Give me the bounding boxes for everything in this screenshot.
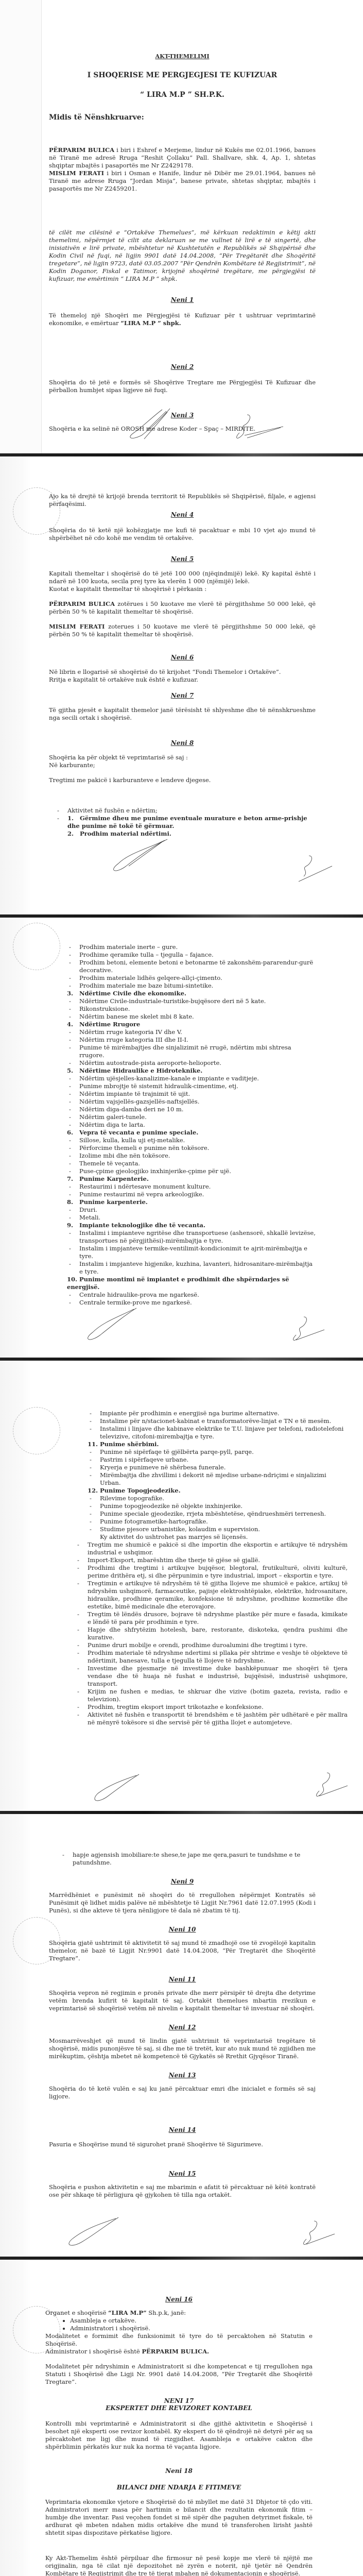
general-activities-list [75, 1541, 348, 1726]
article-4-title: Neni 4 [170, 511, 194, 518]
list-item: - Punime topogjeodezike në objekte inxhinjerike. [88, 1502, 348, 1510]
article-5-capital: Kapitali themeltar i shoqërisë do të jetë 100 000 (njëqindmijë) lekë. Ky kapital është i ndarë në 100 kuota, secila prej tyre ka vlerën 1 000 (njëmijë) lekë. [49, 570, 316, 585]
founder-1-name: PËRPARIM BULICA [49, 146, 115, 154]
list-item: - Prodhim materiale lidhës gelqere-allçi-çimento. [67, 974, 316, 982]
article-1-text: Të themeloj një Shoqëri me Përgjegjësi të Kufizuar për t ushtruar veprimtarinë ekonomike, e emërtuar “LIRA M.P ” shpk. [49, 312, 316, 327]
article-14-title: Neni 14 [168, 2126, 196, 2133]
list-item: - Centrale termike-prove me ngarkesë. [67, 1299, 316, 1307]
list-item: - Ndërtim galeri-tunele. [67, 1113, 316, 1121]
sub-activities-list [67, 1137, 316, 1175]
numbered-item-3: 3. Ndërtime Civile dhe ekonomike. [67, 990, 186, 997]
article-17-subtitle: EKSPERTET DHE REVIZORET KONTABEL [106, 2404, 252, 2412]
signature-ferati [293, 853, 335, 884]
article-16-intro: Organet e shoqërisë “LIRA M.P” Sh.p.k, janë: [45, 2309, 186, 2316]
list-item: - Prodhim materiale me baze bitumi-sintetike. [67, 982, 316, 990]
article-8-fuels: Në karburante; [49, 761, 95, 769]
share-2: MISLIM FERATI zoterues i 50 kuotave me vlerë të përgjithshme 50 000 lekë, që përbën 50 % të kapitalit themeltar të shoqërisë. [49, 623, 316, 638]
closing-text: Ky Akt-Themelim është përpiluar dhe firmosur në pesë kopje me vlerë të njëjtë me origjinalin, nga të cilat një depozitohet në zyrën e noterit, një tjetër në Qendrën Kombëtare të Regjistrimit dhe tre të tjerat mbahen në dokumentacionin e shoqërisë. [45, 2554, 313, 2576]
sub-activities-list [88, 1495, 348, 1533]
list-item: - Instalime për n/stacionet-kabinat e transformatorëve-linjat e TN e të mesëm. [88, 1417, 348, 1425]
sub-activities-list [67, 1206, 316, 1222]
sub-activities-list [67, 1075, 316, 1129]
article-3-title: Neni 3 [170, 412, 194, 419]
article-10-title: Neni 10 [168, 1926, 196, 1933]
article-17-text: Kontrolli mbi veprimtarinë e Administratorit si dhe gjithë aktivitetin e Shoqërisë i besohet një eksperti ose revizor kontabël. Ky ekspert do të qëndrojë në detyrë për aq sa përcaktohet me ligj dhe mund të rizgjidhet. Asambleja e ortakëve cakton dhe shpërblimin përkatës kur nuk ka norma të vaçanta ligjore. [45, 2420, 313, 2450]
list-item: - Punime fotogrametike-hartografike. [88, 1518, 348, 1526]
article-16-text-2: Modalitetet për ndryshimin e Administratorit si dhe kompetencat e tij rregullohen nga Statuti i Shoqërisë dhe Ligji Nr. 9901 datë 14.04.2008, “Për Tregtarët dhe Shoqëritë Tregtare”. [45, 2363, 313, 2385]
founder-1-paragraph: PËRPARIM BULICA i biri i Eshref e Merjeme, lindur në Kukës me 02.01.1966, banues në Tiranë me adresë Rruga “Reshit Çollaku” Pall. Shallvare, shk. 4, Ap. 1, shtetas shqiptar mbajtës i pasaportës me Nr Z2429178. [49, 146, 316, 169]
licence-note: Ky aktivitet do ushtrohet pas marrjes së liçensës. [100, 1533, 248, 1540]
company-name: “ LIRA M.P ” SH.P.K. [140, 91, 224, 99]
sub-activities-list [88, 1448, 348, 1487]
article-9-title: Neni 9 [170, 1878, 194, 1885]
list-item: - Ndërtim impiante të trajnimit të ujit. [67, 1090, 316, 1098]
list-item: - Prodhim, tregtim eksport import trikotazhe e konfeksione. [75, 1703, 348, 1711]
list-item: - Pastrim i sipërfaqeve urbane. [88, 1456, 348, 1464]
list-item: - Rilevime topografike. [88, 1495, 348, 1502]
activities-list-continued [0, 918, 363, 1307]
share-1: PËRPARIM BULICA zotërues i 50 kuotave me vlerë të përgjithshme 50 000 lekë, që përbën 50 % të kapitalit themeltar të shoqërisë. [49, 600, 316, 615]
article-5-title: Neni 5 [170, 555, 194, 563]
list-item: - Punime speciale gjeodezike, rrjeta mbështetëse, qëndrueshmëri terrenesh. [88, 1510, 348, 1518]
list-item: - Punime mbrojtje të sistemit hidraulik-cimentime, etj. [67, 1082, 316, 1090]
article-12-text: Mosmarrëveshjet që mund të lindin gjatë ushtrimit të veprimtarisë tregëtare të shoqërisë, midis punonjësve të saj, si dhe me të tretët, kur ato nuk mund të zgjidhen me mirëkuptim, çështja mbetet në kompetencë të Gjykatës së Rrethit Gjyqësor Tiranë. [49, 2037, 316, 2060]
page-5 [0, 1814, 363, 2257]
article-8-retail: Tregtimi me pakicë i karburanteve e lendeve djegese. [49, 776, 211, 784]
article-7-title: Neni 7 [170, 692, 194, 699]
article-13-text: Shoqëria do të ketë vulën e saj ku janë përcaktuar emri dhe inicialet e formës së saj ligjore. [49, 2085, 316, 2100]
list-item: - Ndërtim diga te larta. [67, 1121, 316, 1129]
article-3-text: Shoqëria e ka selinë në OROSH me adrese Koder – Spaç – MIRDITE. [49, 425, 256, 432]
list-item: - Instalim i impjanteve termike-ventilimit-kondicionimit te ajrit-mirëmbajtja e tyre. [67, 1245, 316, 1260]
list-item: - Izolime mbi dhe nën tokësore. [67, 1152, 316, 1160]
list-item: - Ndërtim ujësjelles-kanalizime-kanale e impiante e vaditjeje. [67, 1075, 316, 1082]
numbered-item-5: 5. Ndërtime Hidraulike e Hidroteknike. [67, 1067, 203, 1074]
list-item: - Ndërtim vajsjellës-gazsjellës-naftsjellës. [67, 1098, 316, 1106]
list-item: • Asambleja e ortakëve. [70, 2317, 313, 2325]
article-1-title: Neni 1 [170, 296, 194, 303]
list-item: - Druri. [67, 1206, 316, 1214]
list-item: - hapje agjensish imobiliare:te shese,te jape me qera,pasuri te tundshme e te patundshme. [60, 1851, 316, 1867]
list-item: - Tregtimin e artikujve të ndryshëm të të gjitha llojeve me shumicë e pakice, artikuj të ndryshëm ushqimorë, farmaceutike, pajisje elektroshtëpiake, elektrike, hidrosanitare, hidraulike, prodhime qeramike, konfeksione të ndryshme, prodhime kozmetike dhe estetike, bimë medicinale dhe eterovajore. [75, 1580, 348, 1611]
sub-activities-list [67, 1291, 316, 1307]
list-item: - Instalim i impjanteve higjenike, kuzhina, lavanteri, hidrosanitare-mirëmbajtja e tyre. [67, 1260, 316, 1276]
founder-2-paragraph: MISLIM FERATI i biri i Osman e Hanife, lindur në Dibër me 29.01.1964, banues në Tiranë me adrese Rruga “Jordan Misja”, banese private, shtetas shqiptar, mbajtës i pasaportës me Nr Z2459201. [49, 170, 316, 192]
list-item: - Punime të mirëmbajtjes dhe sinjalizimit në rrugë, ndërtim mbi shtresa rrugore. [67, 1044, 316, 1059]
sub-activities-list [67, 1183, 316, 1198]
numbered-item-10: 10. Punime montimi në impiantet e prodhimit dhe shpërndarjes së energjisë. [67, 1276, 289, 1291]
signature-ferati [232, 412, 288, 443]
signature-bulica [82, 1307, 139, 1343]
article-15-text: Shoqëria e pushon aktivitetin e saj me mbarimin e afatit të përcaktuar në këtë kontratë ose për shkaqe të përligjura që gjykohen të tilla nga ortakët. [49, 2183, 316, 2198]
founder-2-name: MISLIM FERATI [49, 170, 104, 177]
list-item: - Kryerja e punimeve në shërbesa funerale. [88, 1464, 348, 1471]
list-item: - Metali. [67, 1214, 316, 1222]
article-16-text-1: Modalitetet e formimit dhe funksionimit të tyre do të percaktohen në Statutin e Shoqërisë. [45, 2332, 313, 2347]
signature-bulica [108, 838, 170, 874]
article-2-title: Neni 2 [170, 363, 194, 370]
activities-list-continued [88, 1410, 348, 1533]
sub-activities-list [67, 943, 316, 990]
article-8-title: Neni 8 [170, 739, 194, 747]
sub-activities-list [67, 1229, 316, 1276]
document-title: AKT-THEMELIMI [155, 53, 210, 60]
article-13-title: Neni 13 [168, 2072, 196, 2079]
list-item: - Centrale hidraulike-prova me ngarkesë. [67, 1291, 316, 1299]
article-17-title: NENI 17 [164, 2397, 194, 2404]
parties-heading: Midis të Nënshkruarve: [49, 113, 144, 122]
list-item: - Përforcime themeli e punime nën tokësore. [67, 1144, 316, 1152]
list-item: - Themele të veçanta. [67, 1160, 316, 1167]
list-item: - Ndërtim banese me skelet mbi 8 kate. [67, 1013, 316, 1021]
article-14-text: Pasuria e Shoqërise mund të sigurohet pranë Shoqërive të Sigurimeve. [49, 2141, 263, 2148]
signature-bulica [126, 407, 188, 443]
article-16-title: Neni 16 [165, 2296, 193, 2303]
sub-activities-list [67, 1028, 316, 1067]
signature-bulica [64, 2216, 121, 2247]
list-item: - Prodhim materiale të ndryshme ndertimi si pllaka për shtrime e veshje të objekteve të ndërtimit, banesave, tulla e tjegulla të llojeve të ndryshme. [75, 1649, 348, 1665]
signature-ferati [304, 1770, 350, 1801]
article-16-admin: Administrator i shoqërisë është PËRPARIM BULICA. [45, 2348, 210, 2355]
list-item: - Sillose, kulla, kulla uji etj-metalike. [67, 1137, 316, 1144]
article-18-text: Veprimtaria ekonomike vjetore e Shoqërisë do të mbyllet me datë 31 Dhjetor të çdo viti. Administratori merr masa për hartimin e bilancit dhe rezultatin ekonomik fitim – humbje dhe inventar. Pasi veçohen fondet si më sipër dhe paguhen detyrimet fiskale, të ardhurat që mbeten ndahen midis ortakëve dhe mund të transferohen lirisht jashtë shtetit sipas dispozitave përkatëse ligjore. [45, 2498, 313, 2536]
signature-bulica [90, 1773, 142, 1804]
article-15-title: Neni 15 [168, 2170, 196, 2177]
branches-text: Ajo ka të drejtë të krijojë brenda territorit të Republikës së Shqipërisë, filjale, e agjensi përfaqësimi. [49, 493, 316, 507]
list-item: - Tregtim të lëndës drusore, bojrave të ndryshme plastike për mure e fasada, kimikate e lëndë të para për prodhimin e tyre. [75, 1611, 348, 1626]
list-item: - Punime druri mobilje e orendi, prodhime duroalumini dhe tregtimi i tyre. [75, 1641, 348, 1649]
sub-activities-list [88, 1410, 348, 1440]
real-estate-list [49, 1851, 316, 1867]
page-4 [0, 1361, 363, 1811]
list-item: - Ndërtime Civile-industriale-turistike-bujqësore deri në 5 kate. [67, 997, 316, 1005]
signature-ferati [281, 1314, 327, 1345]
list-item: - Prodhim materiale inerte – gure. [67, 943, 316, 951]
article-6-text-2: Rritja e kapitalit të ortakëve nuk është e kufizuar. [49, 676, 199, 683]
article-10-text: Shoqëria gjatë ushtrimit të aktivitetit të saj mund të zmadhojë ose të zvogëlojë kapitalin themelor, në bazë të Ligjit Nr.9901 datë 14.04.2008, “Për Tregtarët dhe Shoqëritë Tregtare”. [49, 1939, 316, 1962]
article-2-text: Shoqëria do të jetë e formës së Shoqërive Tregtare me Përgjegjësi Të Kufizuar dhe përballon humbjet sipas ligjeve në fuqi. [49, 379, 316, 394]
list-item: - Mirëmbajtja dhe zhvillimi i dekorit në mjedise urbane-ndriçimi e sinjalizimi Urban. [88, 1471, 348, 1487]
article-18-title: Neni 18 [165, 2467, 193, 2475]
article-4-text: Shoqëria do të ketë një kohëzgjatje me kufi të pacaktuar e mbi 10 vjet ajo mund të shpërbëhet në cdo kohë me vendim të ortakëve. [49, 527, 316, 541]
article-11-title: Neni 11 [168, 1976, 196, 1983]
numbered-item-11: 11. Punime shërbimi. [88, 1440, 159, 1448]
list-item: - Rikonstruksione. [67, 1005, 316, 1013]
list-item: - Puse-çpime gjeologjiko inxhinjerike-çpime për ujë. [67, 1167, 316, 1175]
numbered-item-4: 4. Ndërtime Rrugore [67, 1021, 141, 1028]
numbered-item-9: 9. Impiante teknologjike dhe të vecanta. [67, 1222, 205, 1229]
activities-list [49, 807, 316, 815]
list-item: - Restaurimi i ndërtesave monument kulture. [67, 1183, 316, 1191]
list-item: - Prodhime qeramike tulla – tjegulla – fajance. [67, 951, 316, 959]
numbered-item-6: 6. Vepra të vecanta e punime speciale. [67, 1129, 199, 1136]
list-item: - Ndërtim autostrade-pista aeroporte-helioporte. [67, 1059, 316, 1067]
list-item: - Impiante për prodhimin e energjisë nga burime alternative. [88, 1410, 348, 1417]
article-8-object: Shoqëria ka për objekt të veprimtarisë së saj : [49, 754, 188, 761]
article-18-subtitle: BILANCI DHE NDARJA E FITIMEVE [116, 2484, 241, 2491]
list-item: - Import-Eksport, mbarështim dhe therje të gjëse së gjallë. [75, 1556, 348, 1564]
list-item: - Prodhim betoni, elemente betoni e betonarme të zakonshëm-pararendur-gurë decorative. [67, 959, 316, 974]
article-7-text: Të gjitha pjesët e kapitalit themelor janë tërësisht të shlyeshme dhe të nënshkrueshme nga secili ortak i shoqërisë. [49, 706, 316, 721]
organs-list [45, 2317, 313, 2332]
list-item: - Investime dhe pjesmarje në investime duke bashkëpunuar me shoqëri të tjera vendase dhe të huaja në fushat e industrisë, bujqësisë, industrisë ushqimore, transport. [75, 1665, 348, 1688]
article-6-text-1: Në librin e llogarisë së shoqërisë do të krijohet “Fondi Themelor i Ortakëve”. [49, 668, 281, 675]
numbered-item-8: 8. Punime karpenterie. [67, 1198, 148, 1206]
list-item: - Prodhimi dhe tregtimi i artikujve bujqësor, blegtoral, frutikulturë, oliviti kulturë, perime drithëra etj, si dhe përpunimin e tyre industrial, import – eksportin e tyre. [75, 1564, 348, 1580]
list-item: - Punime në sipërfaqe të gjëlbërta parqe-pyll, parqe. [88, 1448, 348, 1456]
numbered-item-12: 12. Punime Topogjeodezike. [88, 1487, 181, 1494]
article-6-title: Neni 6 [170, 654, 194, 661]
list-item: - Tregtim me shumicë e pakicë si dhe importin dhe eksportin e artikujve të ndryshëm industrial e ushqimor. [75, 1541, 348, 1556]
list-item: - Ndërtim rruge kategoria III dhe II-I. [67, 1036, 316, 1044]
article-5-shares-intro: Kuotat e kapitalit themeltar të shoqërisë i përkasin : [49, 585, 207, 592]
list-item: - Ndërtim rruge kategoria IV dhe V. [67, 1028, 316, 1036]
list-item: - Aktivitet në fushën e transportit të brendshëm e të jashtëm për udhëtarë e për mallra në mënyrë tokësore si dhe servisë për të gjitha llojet e automjeteve. [75, 1711, 348, 1726]
page-6 [0, 2260, 363, 2576]
numbered-item-1: 1. Gërmime dheu me punime eventuale murature e beton arme-prishje dhe punime në tokë të gërmuar. [67, 815, 307, 829]
list-item: - Aktivitet në fushën e ndërtim; [55, 807, 316, 815]
numbered-list [49, 815, 316, 838]
article-9-text: Marrëdhëniet e punësimit në shoqëri do të rregullohen nëpërmjet Kontratës së Punësimit që lidhet midis palëve në mbështetje të Ligjit Nr.7961 datë 12.07.1995 (Kodi i Punës), si dhe akteve të tjera nënligjore të dala në zbatim të tij. [49, 1891, 316, 1914]
numbered-item-2: 2. Prodhim material ndërtimi. [67, 830, 171, 837]
list-item: - Studime pjesore urbanistike, kolaudim e supervision. [88, 1526, 348, 1533]
list-item: - Ndërtim diga-damba deri ne 10 m. [67, 1106, 316, 1113]
article-11-text: Shoqëria vepron në regjimin e pronës private dhe merr përsipër të drejta dhe detyrime vetëm brenda kufirit të kapitalit të saj. Ortakët themelues mbartin rrezikun e veprimtarisë së shoqërisë vetëm në nivelin e kapitalit themeltar të investuar në shoqëri. [49, 1989, 316, 2012]
page-3 [0, 918, 363, 1358]
article-12-title: Neni 12 [168, 2024, 196, 2031]
numbered-item-7: 7. Punime Karpenterie. [67, 1175, 149, 1182]
page-2 [0, 456, 363, 914]
list-item: - Punime restaurimi në vepra arkeologjike. [67, 1191, 316, 1198]
list-item: - Krijim ne fushen e medias, te shkruar dhe vizive (botim gazeta, revista, radio e televizion). [75, 1688, 348, 1703]
list-item: • Administratori i shoqërisë. [70, 2325, 313, 2332]
list-item: - Hapje dhe shfrytëzim hotelesh, bare, restorante, diskoteka, qendra pushimi dhe kurative. [75, 1626, 348, 1641]
list-item: - Instalimi i linjave dhe kabinave elektrike te T.U. linjave per telefoni, radiotelefoni televizive, citofoni-mirembajtja e tyre. [88, 1425, 348, 1440]
page-1 [0, 0, 363, 453]
signature-ferati [291, 2218, 337, 2249]
preamble-paragraph: të cilët me cilësinë e “Ortakëve Themelues”, më kërkuan redaktimin e këtij akti themelimi, nëpërmjet të cilit ata deklaruan se me vullnet të lirë e të singertë, dhe inisiativën e lirë private, mbështetur në Kushtetutën e Republikës së Shqipërisë dhe Kodin Civil në fuqi, në ligjin 9901 datë 14.04.2008, “Për Tregëtarët dhe Shoqëritë tregetare”, në ligjin 9723, datë 03.05.2007 “Për Qendrën Kombëtare të Regjistrimit”, në Kodin Doganor, Fiskal e Tatimor, krijojnë shoqërinë tregëtare, me përgjegjësi të kufizuar, me emërtimin “ LIRA M.P “ shpk. [49, 229, 316, 282]
document-subtitle: I SHOQERISE ME PERGJEGJESI TE KUFIZUAR [87, 71, 278, 79]
sub-activities-list [67, 997, 316, 1021]
list-item: - Instalimi i impianteve ngritëse dhe transportuese (ashensorë, shkallë levizëse, transportues në përgjithësi)-mirëmbajtja e tyre. [67, 1229, 316, 1245]
